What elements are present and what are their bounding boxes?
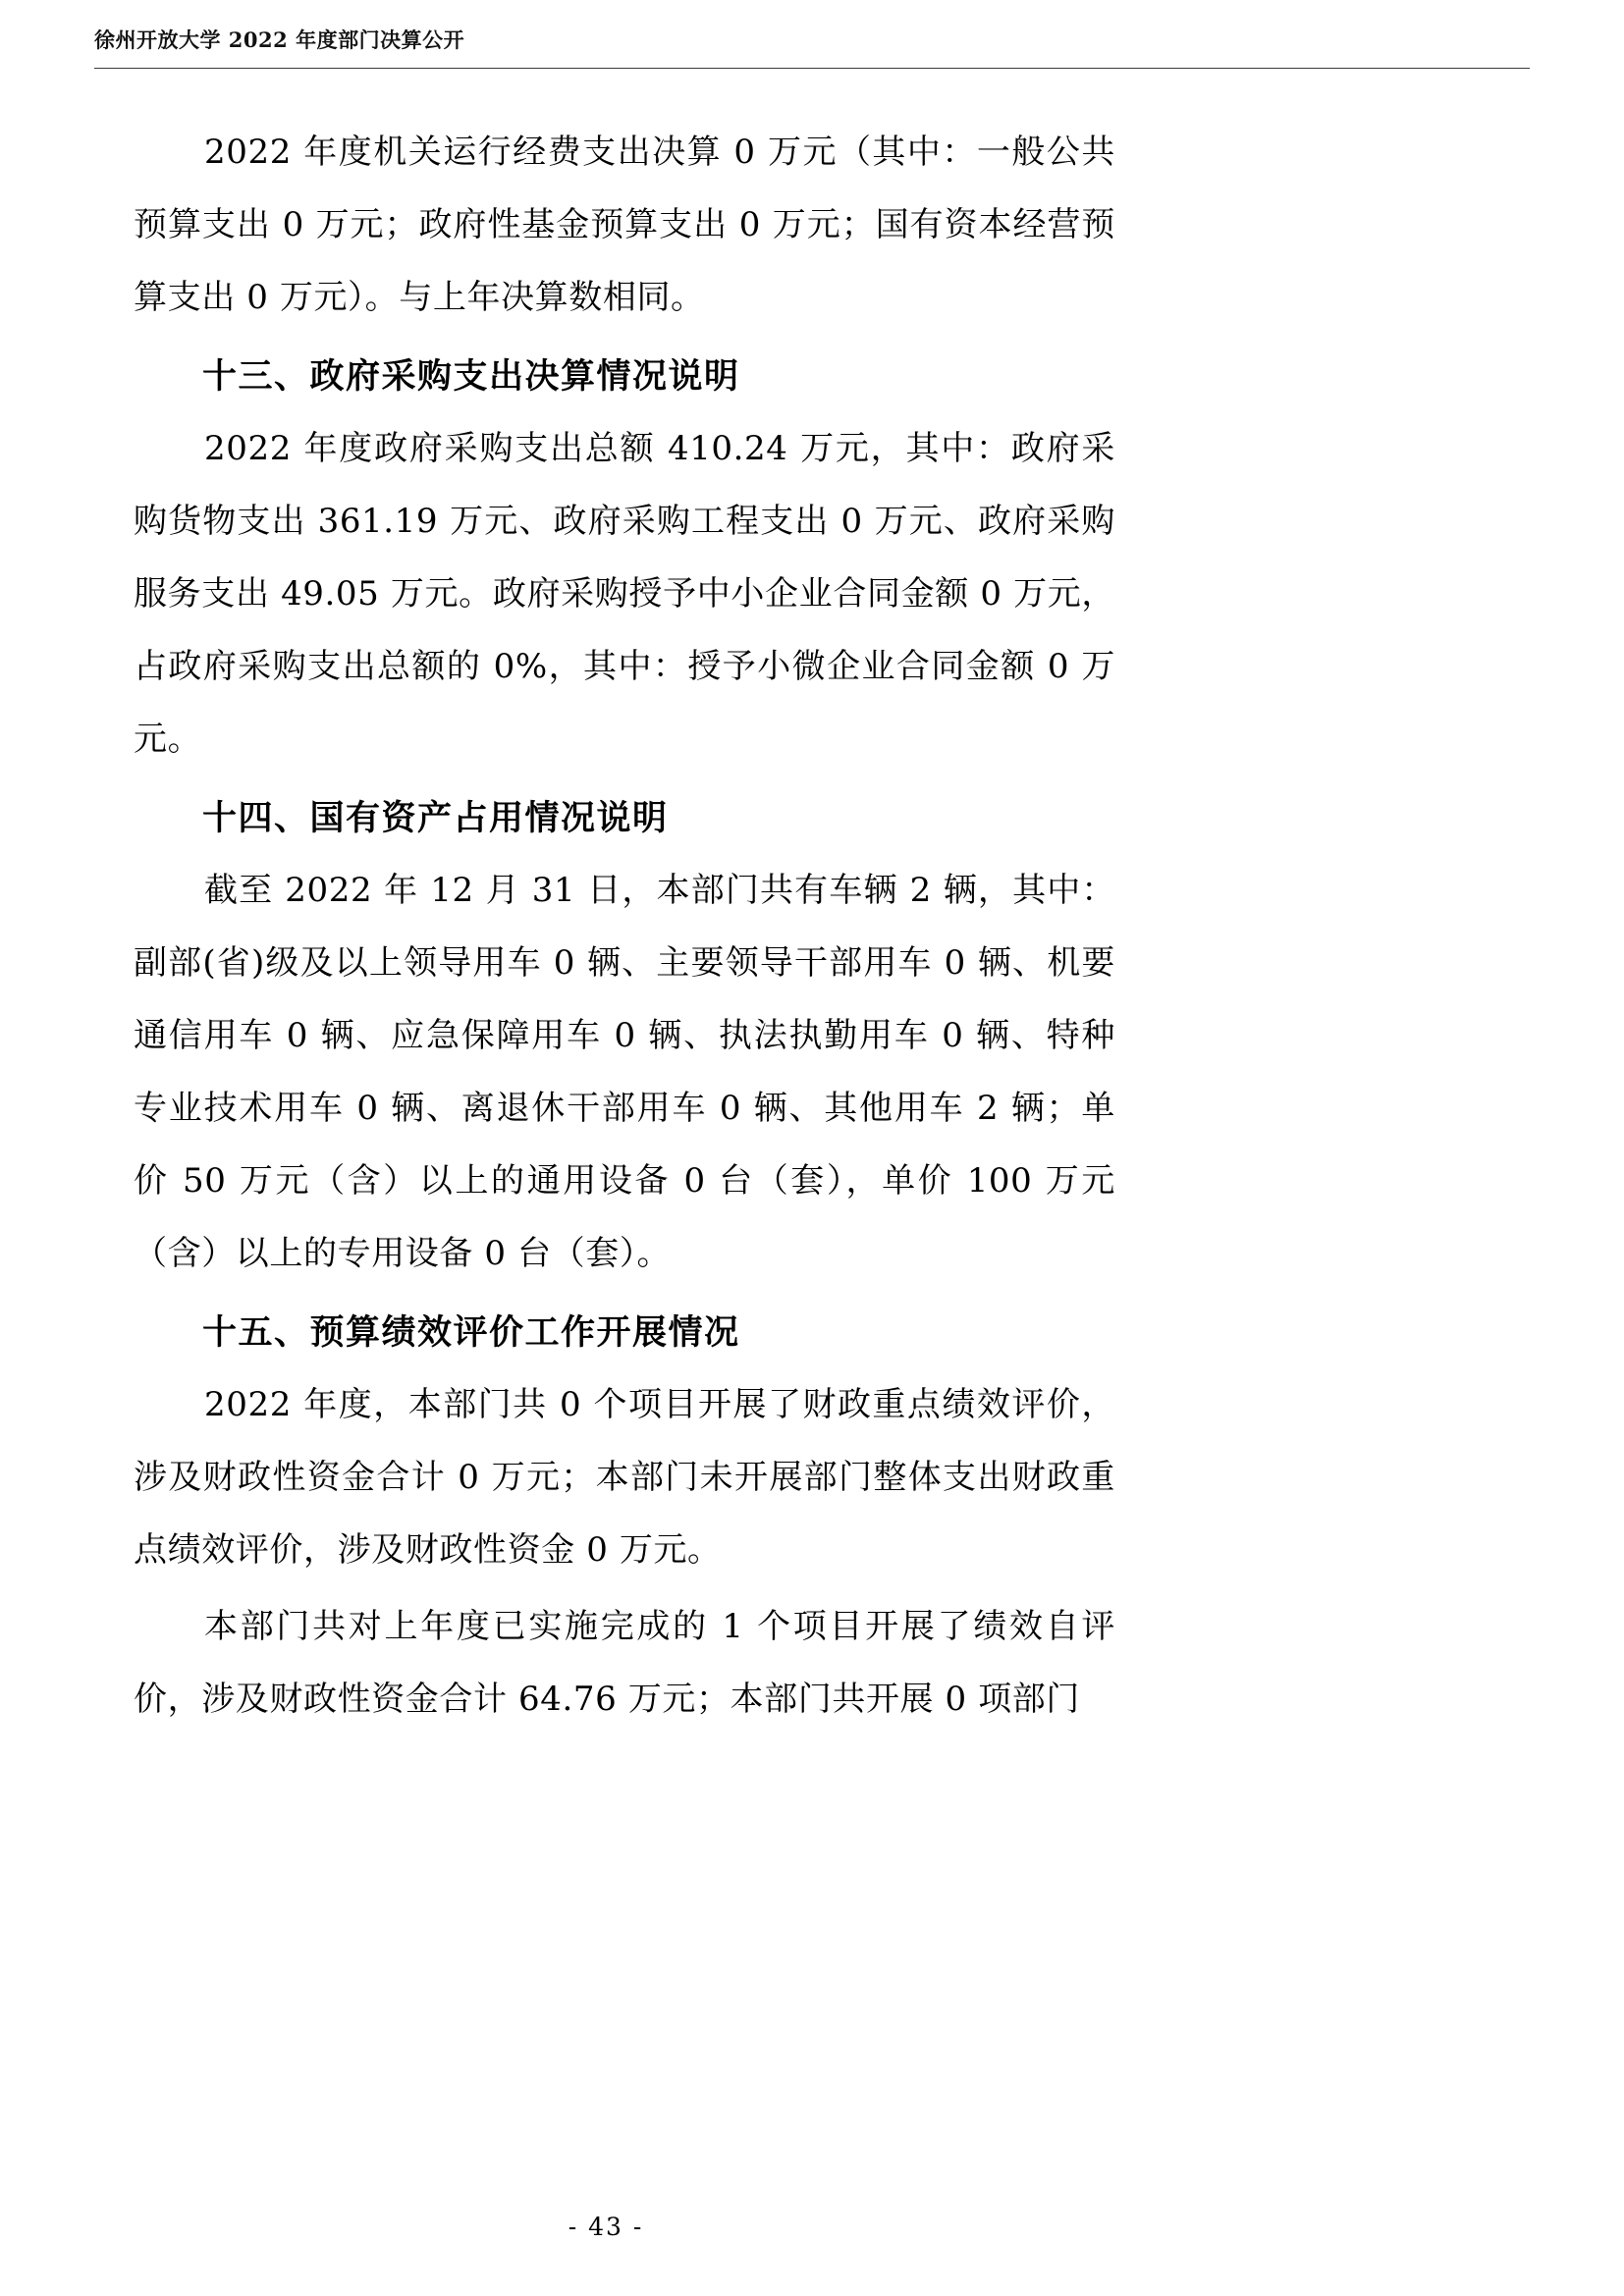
heading-14-state-owned-assets: 十四、国有资产占用情况说明	[202, 798, 669, 838]
page-footer	[0, 2213, 1624, 2241]
paragraph-state-owned-assets: 截至 2022 年 12 月 31 日，本部门共有车辆 2 辆，其中：副部(省)级及以上领导用车 0 辆、主要领导干部用车 0 辆、机要通信用车 0 辆、应急保障用车 0 辆、执法执勤用车 0 辆、特种专业技术用车 0 辆、离退休干部用车 0 辆、其他用车 2 辆；单价 50 万元（含）以上的通用设备 0 台（套），单价 100 万元（含）以上的专用设备 0 台（套）。	[134, 871, 1115, 1273]
heading-15-budget-performance-evaluation: 十五、预算绩效评价工作开展情况	[202, 1312, 740, 1353]
heading-13-government-procurement: 十三、政府采购支出决算情况说明	[202, 356, 740, 397]
paragraph-performance-self-evaluation: 本部门共对上年度已实施完成的 1 个项目开展了绩效自评价，涉及财政性资金合计 64.76 万元；本部门共开展 0 项部门	[134, 1607, 1115, 1719]
page-number: - 43 -	[568, 2213, 644, 2241]
document-body	[134, 116, 1115, 1739]
running-header-title: 徐州开放大学 2022 年度部门决算公开	[94, 27, 465, 52]
paragraph-performance-evaluation-key: 2022 年度，本部门共 0 个项目开展了财政重点绩效评价，涉及财政性资金合计 0 万元；本部门未开展部门整体支出财政重点绩效评价，涉及财政性资金 0 万元。	[134, 1385, 1115, 1570]
paragraph-agency-operating-expenses: 2022 年度机关运行经费支出决算 0 万元（其中：一般公共预算支出 0 万元；政府性基金预算支出 0 万元；国有资本经营预算支出 0 万元）。与上年决算数相同。	[134, 133, 1115, 317]
paragraph-government-procurement: 2022 年度政府采购支出总额 410.24 万元，其中：政府采购货物支出 361.19 万元、政府采购工程支出 0 万元、政府采购服务支出 49.05 万元。政府采购授予中小企业合同金额 0 万元，占政府采购支出总额的 0%，其中：授予小微企业合同金额 0 万元。	[134, 429, 1115, 759]
running-header	[94, 26, 1530, 69]
